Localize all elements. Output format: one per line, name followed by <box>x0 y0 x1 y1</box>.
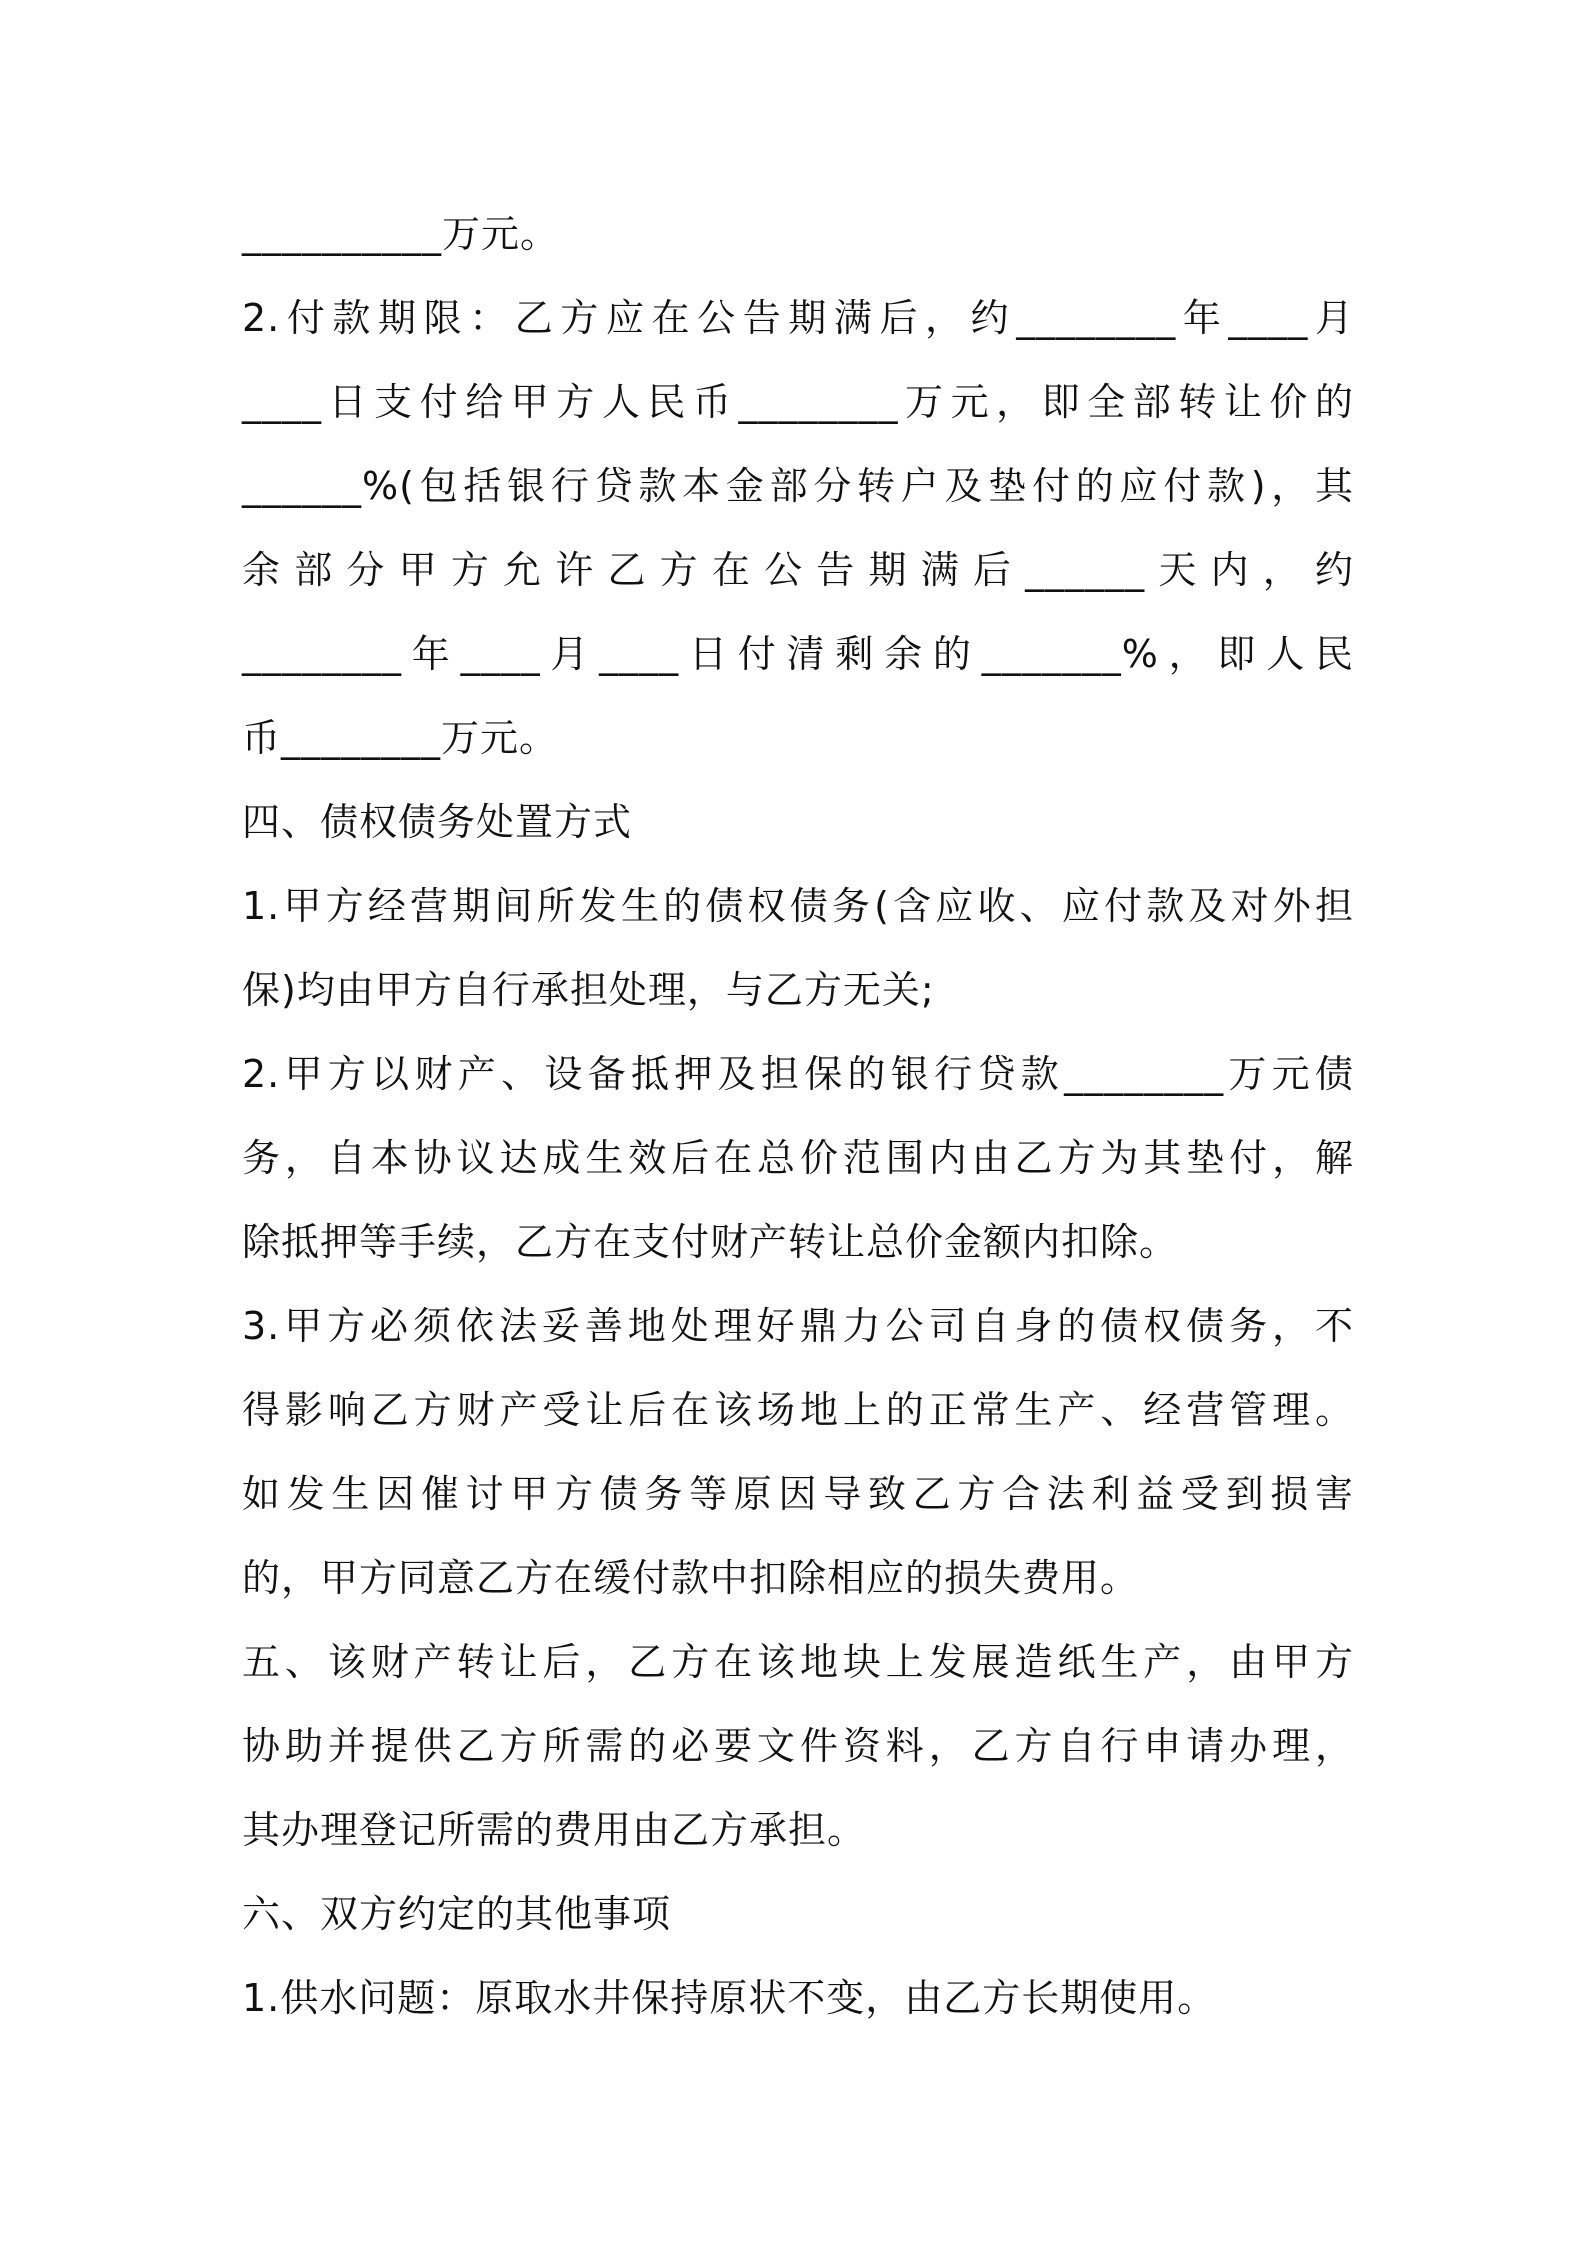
text-line: 协助并提供乙方所需的必要文件资料，乙方自行申请办理， <box>242 1724 1354 1768</box>
text-line: 如发生因催讨甲方债务等原因导致乙方合法利益受到损害 <box>242 1472 1354 1516</box>
text-line: 2.甲方以财产、设备抵押及担保的银行贷款________万元债 <box>242 1052 1354 1096</box>
text-line: ______%(包括银行贷款本金部分转户及垫付的应付款)，其 <box>242 464 1354 508</box>
section-heading: 六、双方约定的其他事项 <box>242 1892 672 1936</box>
document-body <box>242 192 1354 2040</box>
text-line: 2.付款期限：乙方应在公告期满后，约________年____月 <box>242 296 1354 340</box>
text-line: 得影响乙方财产受让后在该场地上的正常生产、经营管理。 <box>242 1388 1354 1432</box>
text-line: 五、该财产转让后，乙方在该地块上发展造纸生产，由甲方 <box>242 1640 1354 1684</box>
text-line: 务，自本协议达成生效后在总价范围内由乙方为其垫付，解 <box>242 1136 1354 1180</box>
text-line: 的，甲方同意乙方在缓付款中扣除相应的损失费用。 <box>242 1556 1140 1600</box>
text-line: 1.供水问题：原取水井保持原状不变，由乙方长期使用。 <box>242 1976 1217 2020</box>
text-line: 余部分甲方允许乙方在公告期满后______天内，约 <box>242 548 1354 592</box>
text-line: ____日支付给甲方人民币________万元，即全部转让价的 <box>242 380 1354 424</box>
text-line: 币________万元。 <box>242 716 559 760</box>
text-line: 1.甲方经营期间所发生的债权债务(含应收、应付款及对外担 <box>242 884 1354 928</box>
text-line: __________万元。 <box>242 212 560 256</box>
text-line: 其办理登记所需的费用由乙方承担。 <box>242 1808 867 1852</box>
section-heading: 四、债权债务处置方式 <box>242 800 633 844</box>
text-line: 保)均由甲方自行承担处理，与乙方无关; <box>242 968 935 1012</box>
text-line: 除抵押等手续，乙方在支付财产转让总价金额内扣除。 <box>242 1220 1179 1264</box>
text-line: ________年____月____日付清剩余的_______%，即人民 <box>242 632 1354 676</box>
text-line: 3.甲方必须依法妥善地处理好鼎力公司自身的债权债务，不 <box>242 1304 1354 1348</box>
